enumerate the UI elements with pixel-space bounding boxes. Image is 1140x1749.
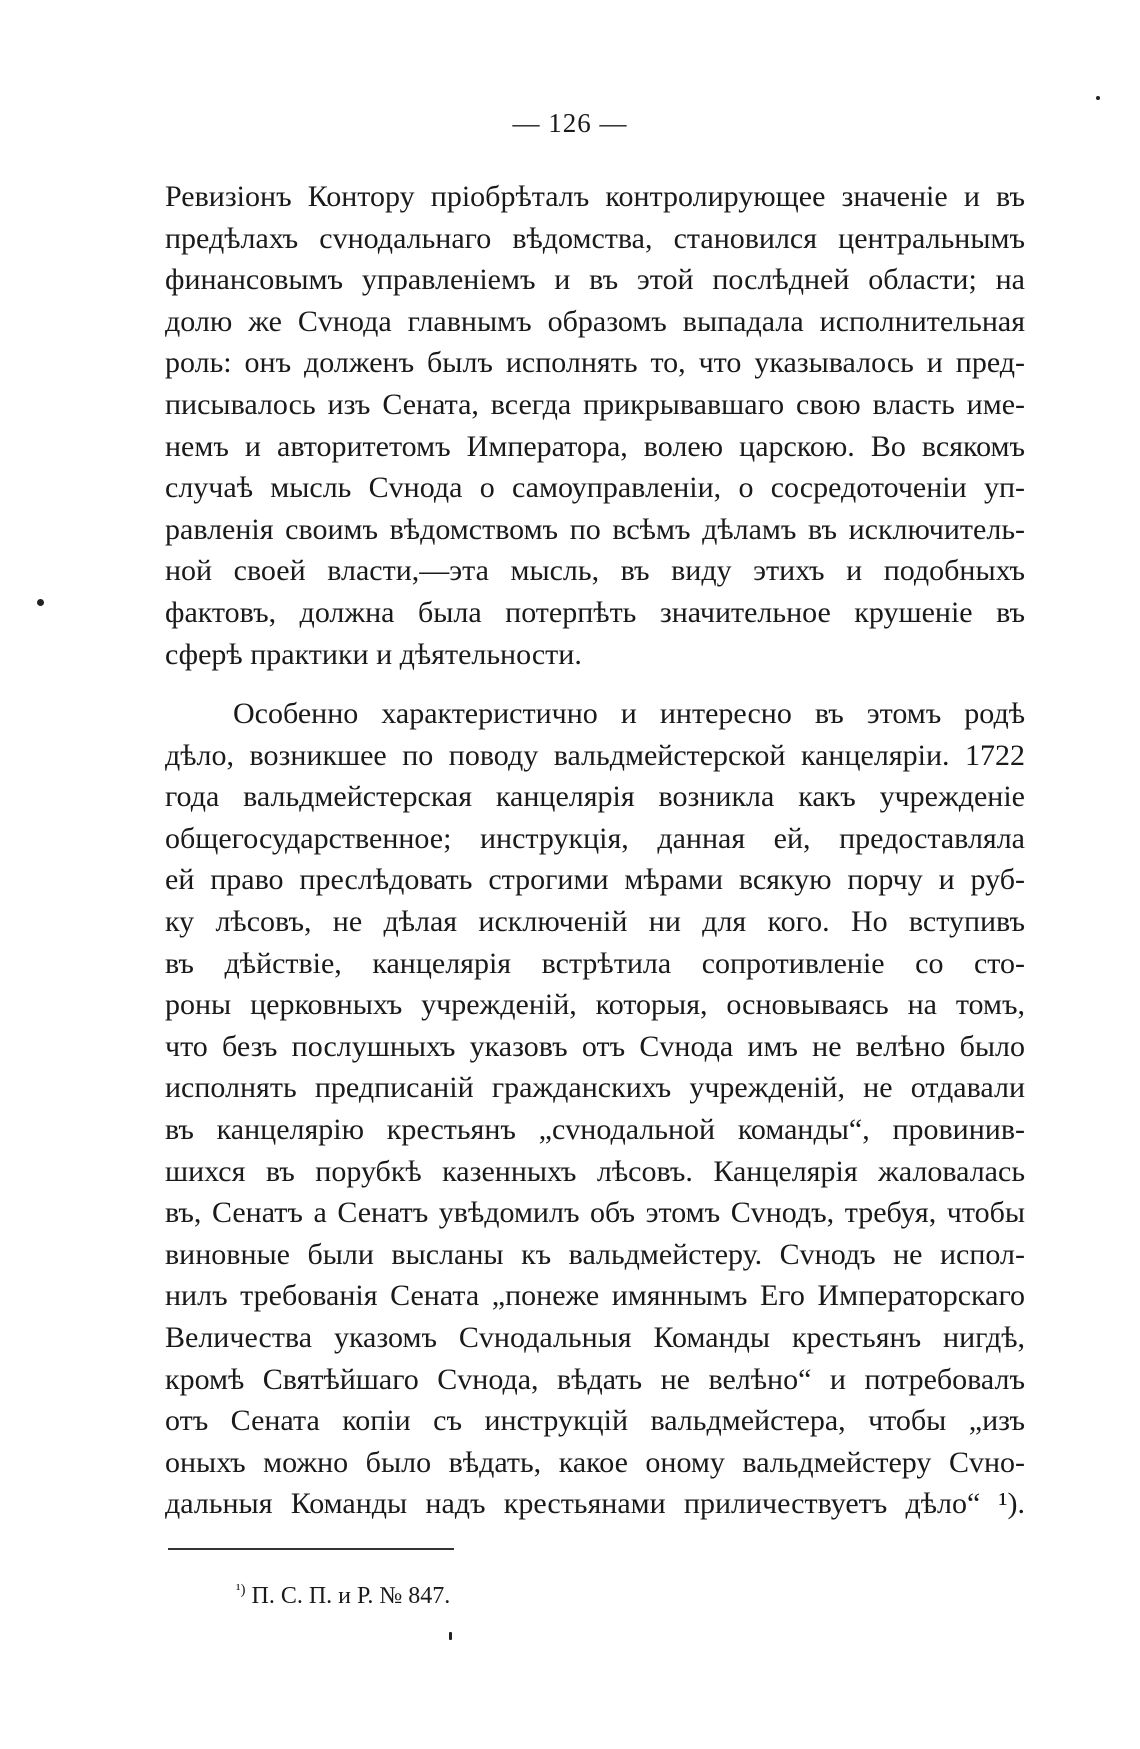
print-speck [1096,96,1100,100]
text-line: Величества указомъ Сvнодальныя Команды крестьянъ нигдѣ, [165,1320,1025,1354]
footnote-text: П. С. П. и Р. № 847. [251,1583,451,1609]
text-line: дѣло, возникшее по поводу вальдмейстерской канцеляріи. 1722 [165,738,1025,772]
text-line: исполнять предписаній гражданскихъ учрежденій, не отдавали [165,1071,1025,1105]
text-line: роны церковныхъ учрежденій, которыя, основываясь на томъ, [165,988,1025,1022]
text-line: въ, Сенатъ а Сенатъ увѣдомилъ объ этомъ Сvнодъ, требуя, чтобы [165,1196,1025,1230]
footnote [236,1582,450,1610]
footnote-divider [168,1548,454,1550]
text-line: шихся въ порубкѣ казенныхъ лѣсовъ. Канцелярія жаловалась [165,1154,1025,1188]
text-line: года вальдмейстерская канцелярія возникла какъ учрежденіе [165,780,1025,814]
text-line: дальныя Команды надъ крестьянами приличествуетъ дѣло“ ¹). [165,1487,1025,1521]
text-line: Особенно характеристично и интересно въ этомъ родѣ [233,697,1025,730]
text-line: сферѣ практики и дѣятельности. [165,637,582,671]
text-line: кромѣ Святѣйшаго Сvнода, вѣдать не велѣно“ и потребовалъ [165,1362,1025,1396]
text-line: Ревизіонъ Контору пріобрѣталъ контролирующее значеніе и въ [165,180,1025,213]
text-line: виновные были высланы къ вальдмейстеру. Сvнодъ не испол- [165,1237,1025,1271]
text-line: фактовъ, должна была потерпѣть значительное крушеніе въ [165,595,1025,629]
text-line: писывалось изъ Сената, всегда прикрывавшаго свою власть име- [165,387,1025,421]
text-line: что безъ послушныхъ указовъ отъ Сvнода имъ не велѣно было [165,1029,1025,1063]
text-line: финансовымъ управленіемъ и въ этой послѣдней области; на [165,263,1025,297]
text-line: ной своей власти,—эта мысль, въ виду этихъ и подобныхъ [165,554,1025,588]
text-line: оныхъ можно было вѣдать, какое оному вальдмейстеру Сvно- [165,1445,1025,1479]
footnote-marker: ¹) [236,1582,246,1598]
page-number: — 126 — [512,108,628,138]
text-line: въ канцелярію крестьянъ „сvнодальной команды“, провинив- [165,1112,1025,1146]
text-line: нилъ требованія Сената „понеже имяннымъ Его Императорскаго [165,1279,1025,1313]
text-line: роль: онъ долженъ былъ исполнять то, что указывалось и пред- [165,346,1025,380]
paragraph-2 [165,693,1025,1525]
print-speck [449,1632,452,1640]
text-line: отъ Сената копіи съ инструкцій вальдмейстера, чтобы „изъ [165,1404,1025,1438]
print-speck [37,599,44,606]
text-line: въ дѣйствіе, канцелярія встрѣтила сопротивленіе со сто- [165,946,1025,980]
text-line: предѣлахъ сvнодальнаго вѣдомства, становился центральнымъ [165,221,1025,255]
text-line: случаѣ мысль Сvнода о самоуправленіи, о сосредоточеніи уп- [165,471,1025,505]
paragraph-1 [165,176,1025,675]
text-line: ей право преслѣдовать строгими мѣрами всякую порчу и руб- [165,863,1025,897]
text-line: долю же Сvнода главнымъ образомъ выпадала исполнительная [165,304,1025,338]
text-line: ку лѣсовъ, не дѣлая исключеній ни для кого. Но вступивъ [165,904,1025,938]
text-line: равленія своимъ вѣдомствомъ по всѣмъ дѣламъ въ исключитель- [165,512,1025,546]
text-line: немъ и авторитетомъ Императора, волею царскою. Во всякомъ [165,429,1025,463]
text-line: общегосударственное; инструкція, данная ей, предоставляла [165,821,1025,855]
